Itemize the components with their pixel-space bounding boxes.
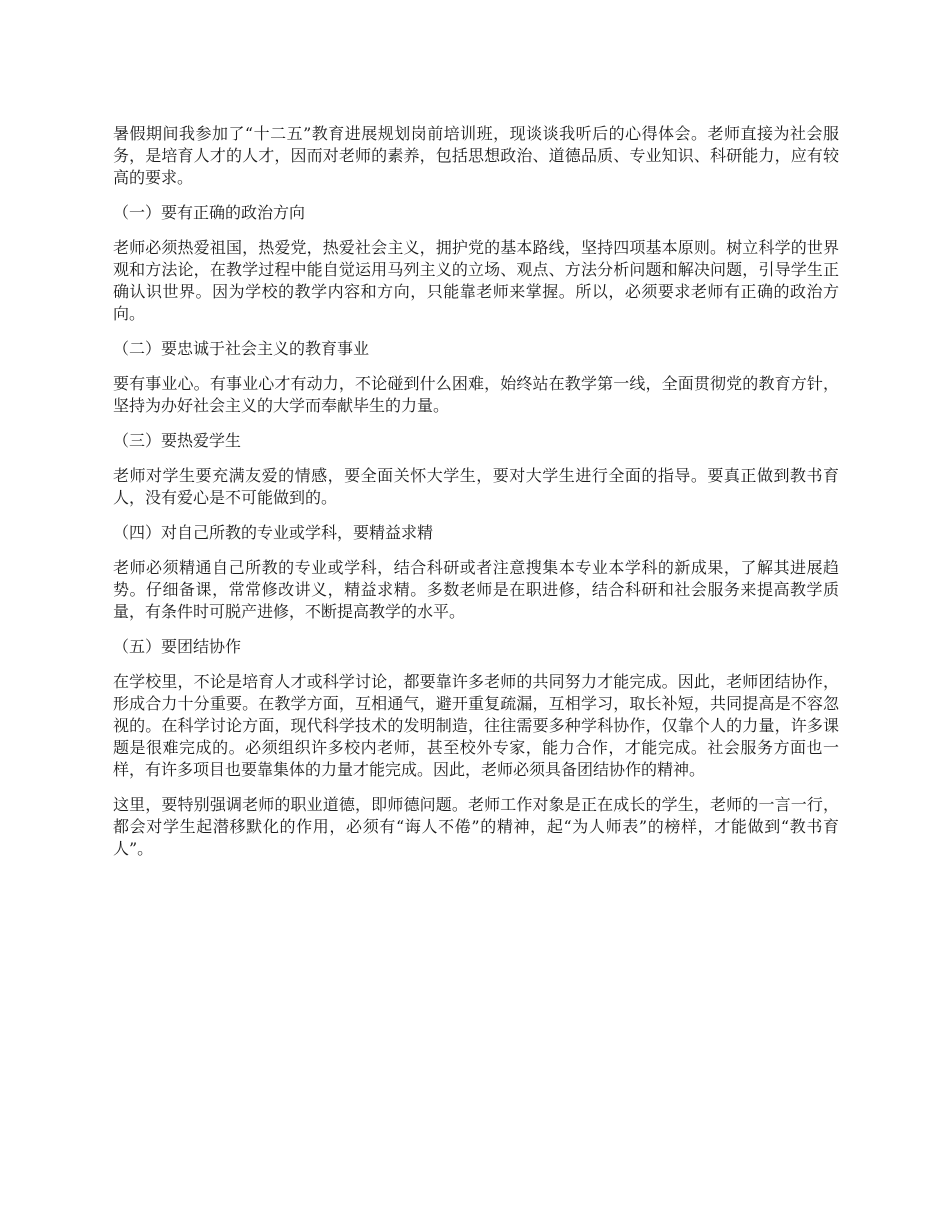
intro-paragraph: 暑假期间我参加了“十二五”教育进展规划岗前培训班，现谈谈我听后的心得体会。老师直接为社会服务，是培育人才的人才，因而对老师的素养，包括思想政治、道德品质、专业知识、科研能力，应有较高的要求。 xyxy=(113,124,839,187)
section-body-2: 要有事业心。有事业心才有动力，不论碰到什么困难，始终站在教学第一线，全面贯彻党的教育方针，坚持为办好社会主义的大学而奉献毕生的力量。 xyxy=(113,374,839,415)
section-heading-5: （五）要团结协作 xyxy=(113,637,242,656)
section-body-3: 老师对学生要充满友爱的情感，要全面关怀大学生，要对大学生进行全面的指导。要真正做到教书育人，没有爱心是不可能做到的。 xyxy=(113,466,839,507)
conclusion-paragraph: 这里，要特别强调老师的职业道德，即师德问题。老师工作对象是正在成长的学生，老师的一言一行，都会对学生起潜移默化的作用，必须有“诲人不倦”的精神，起“为人师表”的榜样，才能做到“教书育人”。 xyxy=(113,795,839,858)
section-body-1: 老师必须热爱祖国，热爱党，热爱社会主义，拥护党的基本路线，坚持四项基本原则。树立科学的世界观和方法论，在教学过程中能自觉运用马列主义的立场、观点、方法分析问题和解决问题，引导学生正确认识世界。因为学校的教学内容和方向，只能靠老师来掌握。所以，必须要求老师有正确的政治方向。 xyxy=(113,238,839,323)
section-body-5: 在学校里，不论是培育人才或科学讨论，都要靠许多老师的共同努力才能完成。因此，老师团结协作，形成合力十分重要。在教学方面，互相通气，避开重复疏漏，互相学习，取长补短，共同提高是不容忽视的。在科学讨论方面，现代科学技术的发明制造，往往需要多种学科协作，仅靠个人的力量，许多课题是很难完成的。必须组织许多校内老师，甚至校外专家，能力合作，才能完成。社会服务方面也一样，有许多项目也要靠集体的力量才能完成。因此，老师必须具备团结协作的精神。 xyxy=(113,672,839,779)
section-heading-3: （三）要热爱学生 xyxy=(113,431,242,450)
section-heading-2: （二）要忠诚于社会主义的教育事业 xyxy=(113,339,370,358)
section-heading-1: （一）要有正确的政治方向 xyxy=(113,203,306,222)
section-body-4: 老师必须精通自己所教的专业或学科，结合科研或者注意搜集本专业本学科的新成果，了解其进展趋势。仔细备课，常常修改讲义，精益求精。多数老师是在职进修，结合科研和社会服务来提高教学质量，有条件时可脱产进修，不断提高教学的水平。 xyxy=(113,558,839,621)
document-page xyxy=(113,123,839,873)
section-heading-4: （四）对自己所教的专业或学科，要精益求精 xyxy=(113,523,434,542)
